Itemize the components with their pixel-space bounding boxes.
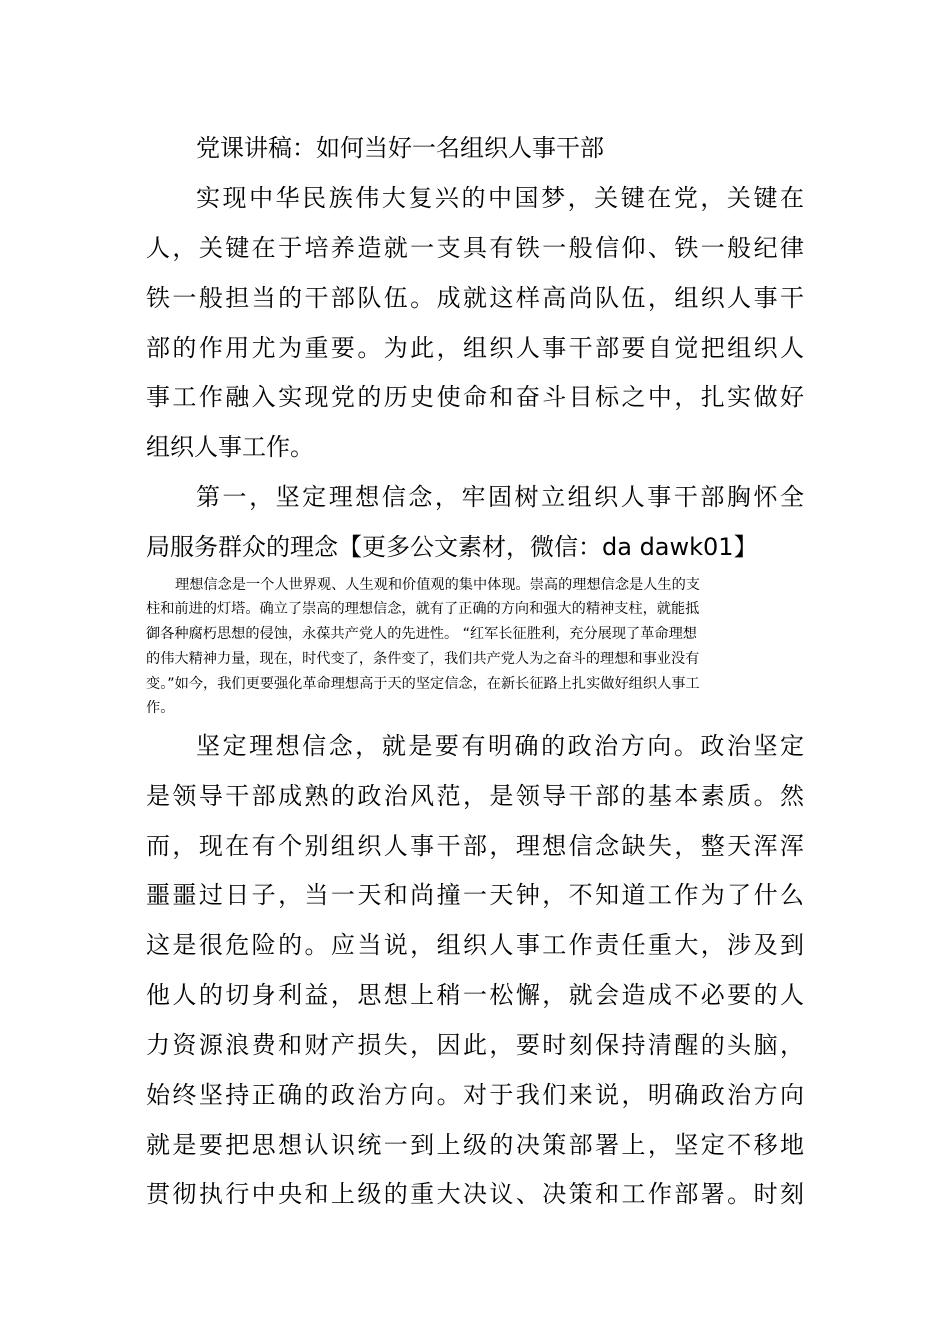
body-line: 噩噩过日子，当一天和尚撞一天钟，不知道工作为了什么	[146, 881, 807, 909]
body-line: 坚定理想信念，就是要有明确的政治方向。政治坚定	[196, 732, 807, 760]
body-line: 就是要把思想认识统一到上级的决策部署上，坚定不移地	[146, 1131, 807, 1159]
body-line: 他人的切身利益，思想上稍一松懈，就会造成不必要的人	[146, 981, 807, 1009]
small-text-line: 理想信念是一个人世界观、人生观和价值观的集中体现。崇高的理想信念是人生的支	[175, 577, 700, 593]
intro-line: 事工作融入实现党的历史使命和奋斗目标之中，扎实做好	[146, 383, 807, 411]
small-text-line: 御各种腐朽思想的侵蚀，永葆共产党人的先进性。 “红军长征胜利，充分展现了革命理想	[146, 626, 697, 642]
body-line: 始终坚持正确的政治方向。对于我们来说，明确政治方向	[146, 1081, 807, 1109]
intro-line: 组织人事工作。	[146, 433, 314, 461]
body-line: 是领导干部成熟的政治风范，是领导干部的基本素质。然	[146, 782, 807, 810]
intro-line: 人，关键在于培养造就一支具有铁一般信仰、铁一般纪律	[146, 234, 807, 262]
section-heading-line: 局服务群众的理念【更多公文素材，微信：da dawk01】	[146, 533, 758, 561]
small-text-line: 变。”如今，我们更要强化革命理想高于天的坚定信念，在新长征路上扎实做好组织人事工	[146, 676, 700, 692]
section-heading-line: 第一，坚定理想信念，牢固树立组织人事干部胸怀全	[196, 483, 807, 511]
intro-line: 部的作用尤为重要。为此，组织人事干部要自觉把组织人	[146, 334, 807, 362]
small-text-line: 的伟大精神力量，现在，时代变了，条件变了，我们共产党人为之奋斗的理想和事业没有	[146, 651, 700, 667]
body-line: 贯彻执行中央和上级的重大决议、决策和工作部署。时刻	[146, 1180, 807, 1208]
intro-line: 实现中华民族伟大复兴的中国梦，关键在党，关键在	[196, 184, 807, 212]
body-line: 力资源浪费和财产损失，因此，要时刻保持清醒的头脑，	[146, 1031, 807, 1059]
body-line: 这是很危险的。应当说，组织人事工作责任重大，涉及到	[146, 931, 807, 959]
document-title: 党课讲稿：如何当好一名组织人事干部	[196, 134, 604, 162]
body-line: 而，现在有个别组织人事干部，理想信念缺失，整天浑浑	[146, 832, 807, 860]
small-text-line: 柱和前进的灯塔。确立了崇高的理想信念，就有了正确的方向和强大的精神支柱，就能抵	[146, 601, 700, 617]
small-text-line: 作。	[146, 700, 175, 716]
intro-line: 铁一般担当的干部队伍。成就这样高尚队伍，组织人事干	[146, 284, 807, 312]
